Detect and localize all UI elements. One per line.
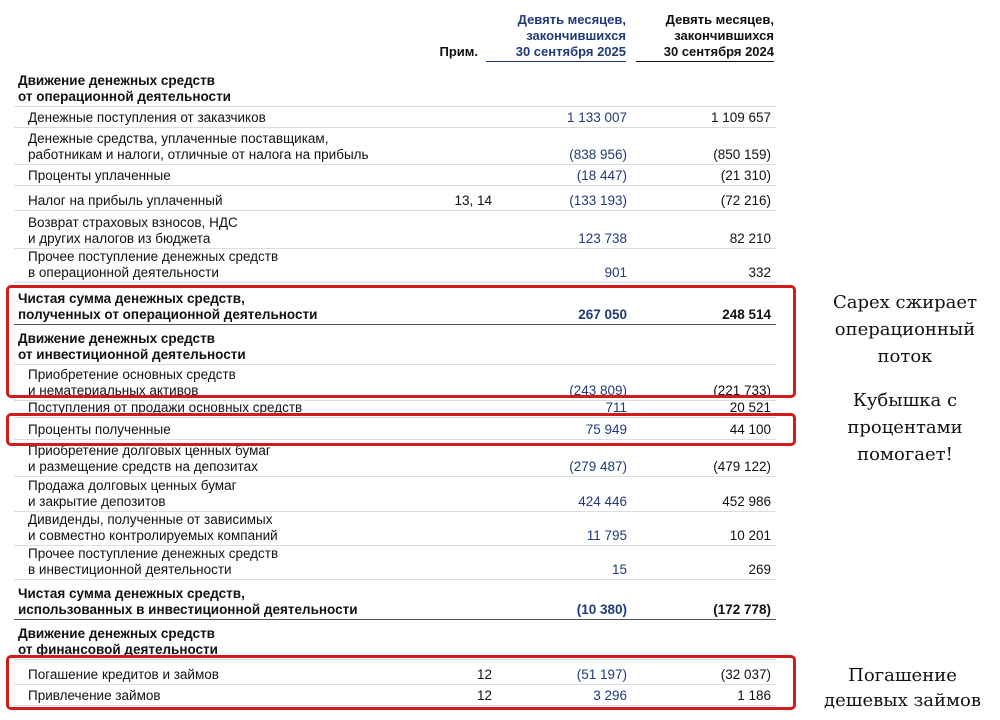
value-2024: 1 186	[737, 688, 771, 703]
row-label: Возврат страховых взносов, НДС и других налогов из бюджета	[28, 215, 238, 246]
row-note: 12	[476, 688, 492, 703]
value-2024: 20 521	[729, 400, 771, 415]
table-row	[14, 106, 776, 128]
value-2024: (850 159)	[713, 147, 771, 162]
table-row	[14, 127, 776, 165]
annotation-capex: Capex сжирает операционный поток	[832, 292, 978, 367]
value-2025: 711	[605, 400, 627, 415]
value-2024: (221 733)	[713, 383, 771, 398]
row-label: Налог на прибыль уплаченный	[28, 193, 223, 208]
value-2025: (243 809)	[569, 383, 627, 398]
row-label: Чистая сумма денежных средств, использованных в инвестиционной деятельности	[18, 586, 358, 617]
row-note: 12	[476, 667, 492, 682]
table-row	[14, 210, 776, 249]
row-label: Прочее поступление денежных средств в инвестиционной деятельности	[28, 546, 279, 577]
value-2025: 901	[604, 265, 627, 280]
row-label: Движение денежных средств от операционной деятельности	[18, 73, 231, 104]
value-2025: 267 050	[578, 307, 627, 322]
table-row	[14, 248, 776, 283]
annotation-interest: Кубышка с процентами помогает!	[847, 390, 963, 465]
value-2025: 3 296	[593, 688, 627, 703]
value-2025: 11 795	[586, 528, 627, 543]
row-label: Погашение кредитов и займов	[28, 667, 219, 682]
value-2024: (21 310)	[720, 168, 771, 183]
value-2025: 1 133 007	[566, 110, 627, 125]
highlight-interest-received	[6, 413, 796, 446]
value-2025: 75 949	[585, 422, 627, 437]
table-row	[14, 476, 776, 512]
table-row	[14, 511, 776, 546]
value-2024: 269	[748, 562, 771, 577]
row-label: Денежные поступления от заказчиков	[28, 110, 266, 125]
value-2024: 1 109 657	[710, 110, 771, 125]
row-label: Привлечение займов	[28, 688, 161, 703]
annotation-loans: Погашение дешевых займов	[824, 665, 981, 711]
row-label: Движение денежных средств от финансовой деятельности	[18, 626, 218, 657]
value-2024: (479 122)	[713, 459, 771, 474]
section-header-row	[14, 619, 776, 660]
row-label: Приобретение основных средств и нематериальных активов	[28, 367, 236, 398]
row-label: Прочее поступление денежных средств в операционной деятельности	[28, 249, 279, 280]
value-2025: 424 446	[578, 494, 627, 509]
value-2024: 452 986	[722, 494, 771, 509]
value-2025: (51 197)	[576, 667, 627, 682]
table-row	[14, 164, 776, 186]
highlight-operating-capex	[6, 285, 796, 398]
total-row	[14, 579, 776, 620]
row-label: Поступления от продажи основных средств	[28, 400, 303, 415]
table-row	[14, 545, 776, 580]
value-2024: 248 514	[722, 307, 771, 322]
table-row	[14, 185, 776, 211]
row-label: Приобретение долговых ценных бумаг и размещение средств на депозитах	[28, 443, 271, 474]
value-2024: 44 100	[729, 422, 771, 437]
value-2025: (279 487)	[569, 459, 627, 474]
value-2025: (133 193)	[569, 193, 627, 208]
value-2024: 82 210	[729, 231, 771, 246]
row-label: Денежные средства, уплаченные поставщикам, работникам и налоги, отличные от налога на прибыль	[28, 131, 369, 162]
value-2024: 10 201	[729, 528, 771, 543]
highlight-loans	[6, 655, 796, 710]
value-2025: 123 738	[578, 231, 627, 246]
value-2024: (72 216)	[720, 193, 771, 208]
note-column-header: Прим.	[439, 44, 478, 59]
row-label: Чистая сумма денежных средств, полученных от операционной деятельности	[18, 291, 318, 322]
current-period-header: Девять месяцев, закончившихся 30 сентября 2025	[486, 12, 626, 62]
value-2025: (838 956)	[569, 147, 627, 162]
section-header-row	[14, 64, 776, 107]
column-headers	[0, 0, 1000, 60]
row-label: Дивиденды, полученные от зависимых и совместно контролируемых компаний	[28, 512, 278, 543]
prior-period-header: Девять месяцев, закончившихся 30 сентября 2024	[636, 12, 774, 62]
value-2025: (18 447)	[576, 168, 627, 183]
value-2025: (10 380)	[576, 602, 627, 617]
value-2024: 332	[748, 265, 771, 280]
value-2025: 15	[611, 562, 627, 577]
row-label: Проценты уплаченные	[28, 168, 171, 183]
row-label: Движение денежных средств от инвестиционной деятельности	[18, 331, 246, 362]
row-note: 13, 14	[454, 193, 492, 208]
value-2024: (32 037)	[720, 667, 771, 682]
value-2024: (172 778)	[713, 602, 771, 617]
row-label: Проценты полученные	[28, 422, 171, 437]
row-label: Продажа долговых ценных бумаг и закрытие депозитов	[28, 478, 237, 509]
